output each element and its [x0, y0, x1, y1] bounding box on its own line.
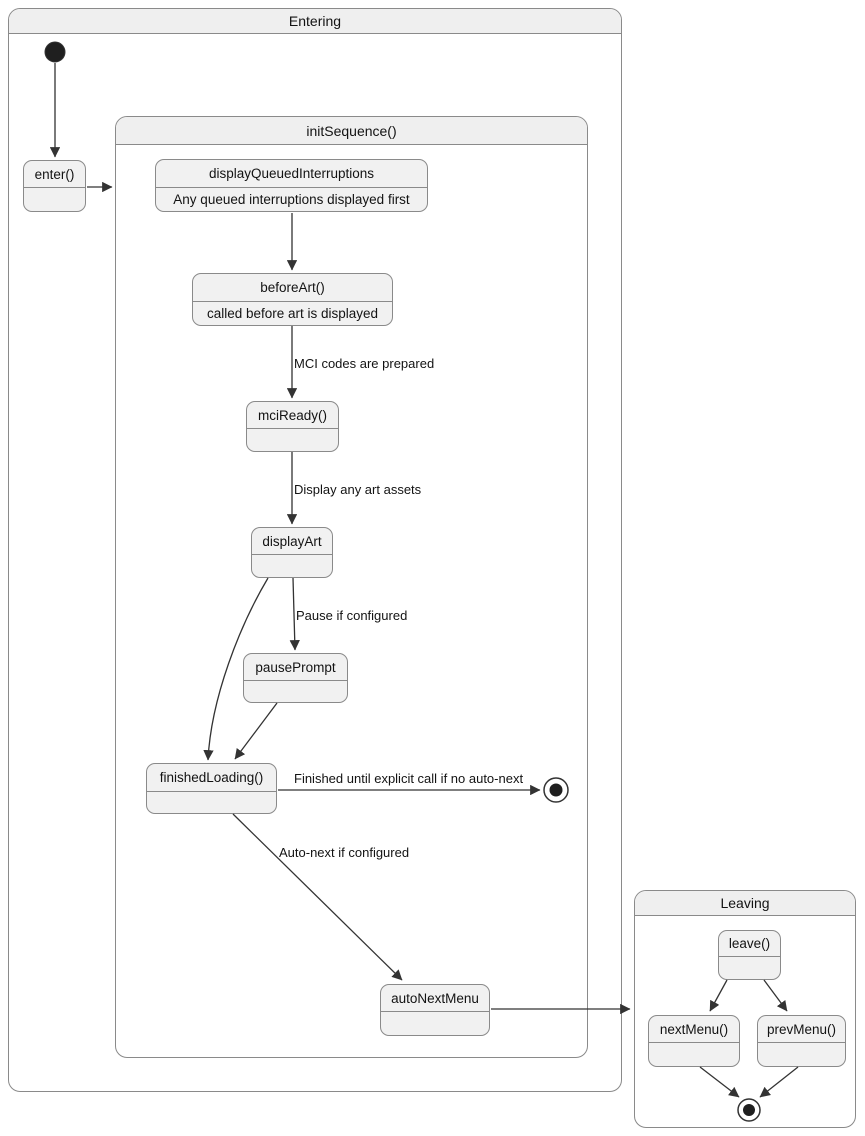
state-next-menu-body — [649, 1043, 739, 1066]
state-finished-loading — [146, 763, 277, 814]
edge-label-pause: Pause if configured — [296, 608, 408, 623]
state-auto-next-menu — [380, 984, 490, 1036]
state-auto-next-menu-body — [381, 1012, 489, 1035]
state-display-queued-interruptions-title: displayQueuedInterruptions — [156, 160, 427, 188]
state-finished-loading-title: finishedLoading() — [147, 764, 276, 792]
state-leave — [718, 930, 781, 980]
state-mci-ready-body — [247, 429, 338, 451]
state-finished-loading-body — [147, 792, 276, 813]
state-mci-ready — [246, 401, 339, 452]
composite-state-entering-title: Entering — [9, 9, 621, 34]
state-leave-title: leave() — [719, 931, 780, 957]
state-before-art — [192, 273, 393, 326]
edge-label-finished: Finished until explicit call if no auto-next — [294, 771, 524, 786]
edge-label-auto-next: Auto-next if configured — [279, 845, 410, 860]
state-display-queued-interruptions-description: Any queued interruptions displayed first — [173, 192, 410, 207]
state-before-art-description: called before art is displayed — [206, 306, 379, 321]
state-leave-body — [719, 957, 780, 979]
composite-state-leaving-title: Leaving — [635, 891, 855, 916]
state-pause-prompt-body — [244, 681, 347, 702]
edge-label-display-art: Display any art assets — [294, 482, 422, 497]
state-mci-ready-title: mciReady() — [247, 402, 338, 429]
state-auto-next-menu-title: autoNextMenu — [381, 985, 489, 1012]
state-prev-menu-body — [758, 1043, 845, 1066]
composite-state-init-sequence — [115, 116, 588, 1058]
state-next-menu — [648, 1015, 740, 1067]
state-before-art-title: beforeArt() — [193, 274, 392, 302]
state-prev-menu — [757, 1015, 846, 1067]
state-pause-prompt — [243, 653, 348, 703]
state-next-menu-title: nextMenu() — [649, 1016, 739, 1043]
state-pause-prompt-title: pausePrompt — [244, 654, 347, 681]
state-display-art-title: displayArt — [252, 528, 332, 555]
composite-state-init-sequence-title: initSequence() — [116, 117, 587, 145]
state-display-queued-interruptions — [155, 159, 428, 212]
state-display-art — [251, 527, 333, 578]
state-prev-menu-title: prevMenu() — [758, 1016, 845, 1043]
state-enter-title: enter() — [24, 161, 85, 188]
composite-state-leaving — [634, 890, 856, 1128]
state-enter — [23, 160, 86, 212]
edge-label-mci-codes: MCI codes are prepared — [294, 356, 435, 371]
state-display-art-body — [252, 555, 332, 577]
state-enter-body — [24, 188, 85, 211]
